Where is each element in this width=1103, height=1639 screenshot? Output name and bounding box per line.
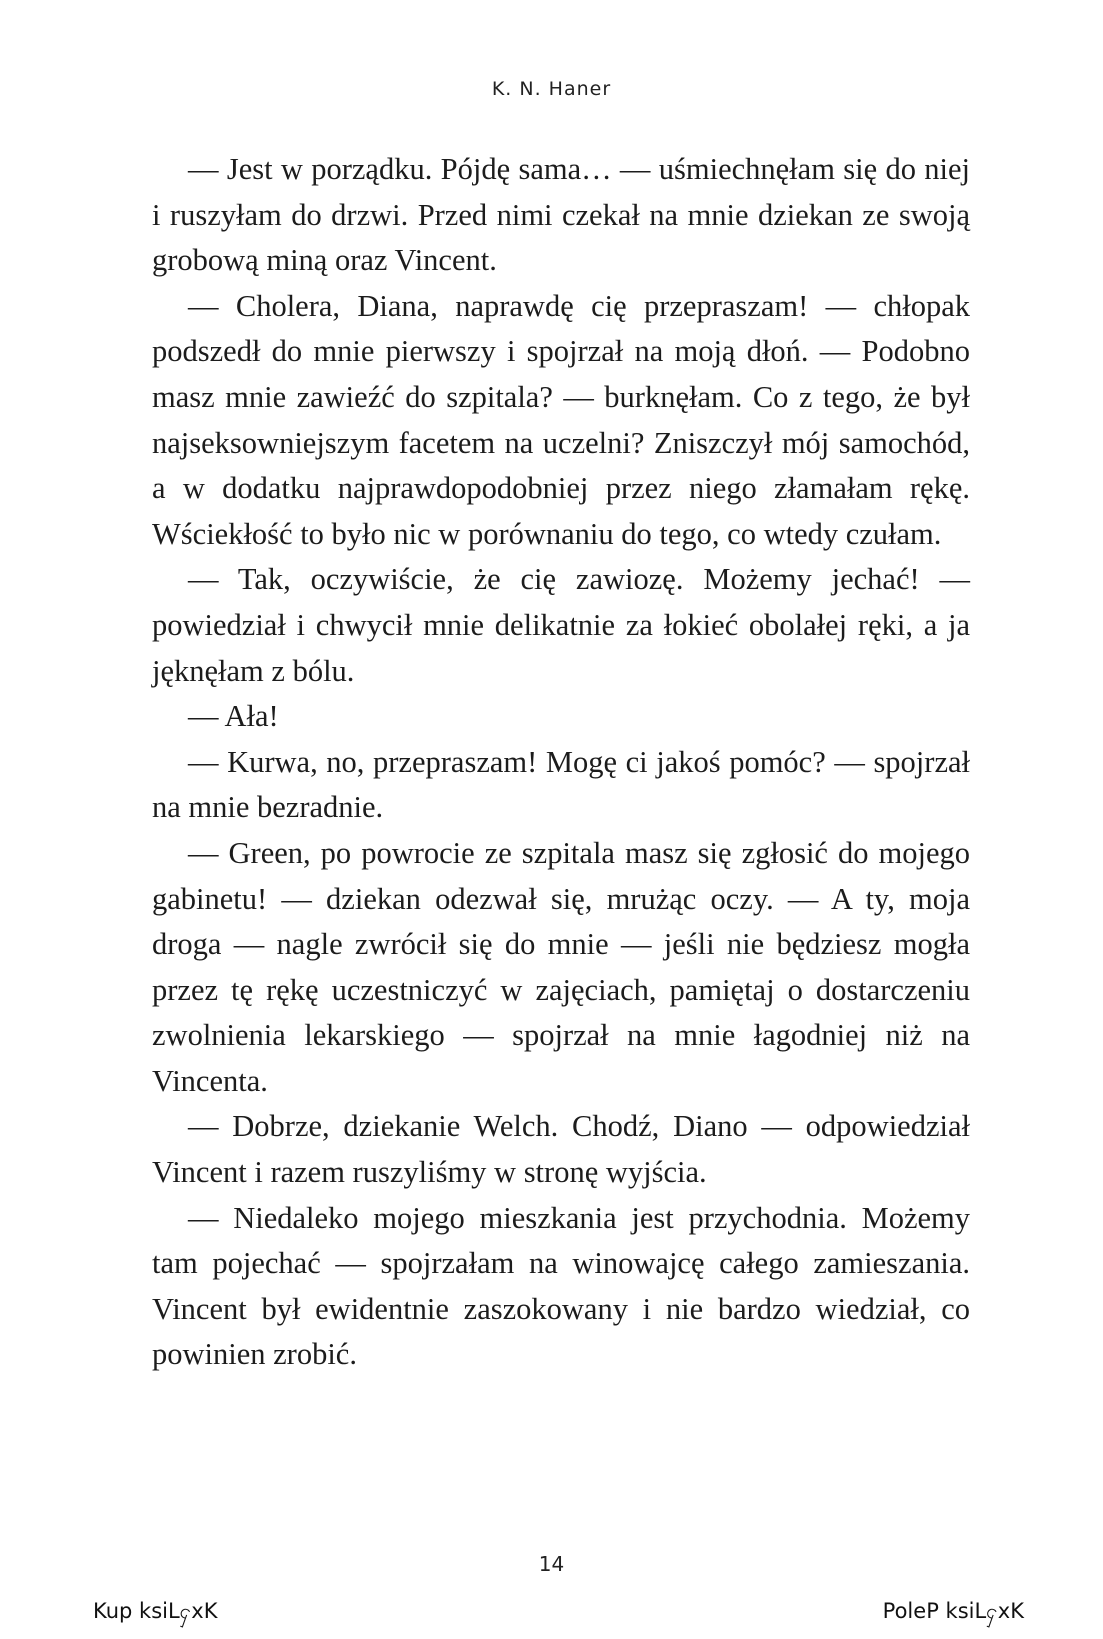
paragraph: — Dobrze, dziekanie Welch. Chodź, Diano — odpowiedział Vincent i razem ruszyliśmy w stronę wyjścia. <box>152 1109 970 1190</box>
body-text <box>152 147 970 1378</box>
paragraph: — Ała! <box>188 699 279 734</box>
paragraph: — Cholera, Diana, naprawdę cię przepraszam! — chłopak podszedł do mnie pierwszy i spojrzał na moją dłoń. — Podobno masz mnie zawieźć do szpitala? — burknęłam. Co z tego, że był najseksowniejszym facetem na uczelni? Zniszczył mój samochód, a w dodatku najprawdopodobniej przez niego złamałam rękę. Wściekłość to było nic w porównaniu do tego, co wtedy czułam. <box>152 288 970 551</box>
paragraph: — Jest w porządku. Pójdę sama… — uśmiechnęłam się do niej i ruszyłam do drzwi. Przed nimi czekał na mnie dziekan ze swoją grobową miną oraz Vincent. <box>152 152 970 278</box>
page-number: 14 <box>538 1552 565 1576</box>
recommend-book-link[interactable]: PoleP ksiLႁxK <box>882 1599 1024 1623</box>
paragraph: — Green, po powrocie ze szpitala masz się zgłosić do mojego gabinetu! — dziekan odezwał się, mrużąc oczy. — A ty, moja droga — nagle zwrócił się do mnie — jeśli nie będziesz mogła przez tę rękę uczestniczyć w zajęciach, pamiętaj o dostarczeniu zwolnienia lekarskiego — spojrzał na mnie łagodniej niż na Vincenta. <box>152 835 970 1098</box>
paragraph: — Tak, oczywiście, że cię zawiozę. Możemy jechać! — powiedział i chwycił mnie delikatnie za łokieć obolałej ręki, a ja jęknęłam z bólu. <box>152 562 970 688</box>
running-head: K. N. Haner <box>491 78 612 100</box>
paragraph: — Kurwa, no, przepraszam! Mogę ci jakoś pomóc? — spojrzał na mnie bezradnie. <box>152 744 970 825</box>
paragraph: — Niedaleko mojego mieszkania jest przychodnia. Możemy tam pojechać — spojrzałam na winowajcę całego zamieszania. Vincent był ewidentnie zaszokowany i nie bardzo wiedział, co powinien zrobić. <box>152 1200 970 1372</box>
buy-book-link[interactable]: Kup ksiLႁxK <box>93 1599 218 1623</box>
